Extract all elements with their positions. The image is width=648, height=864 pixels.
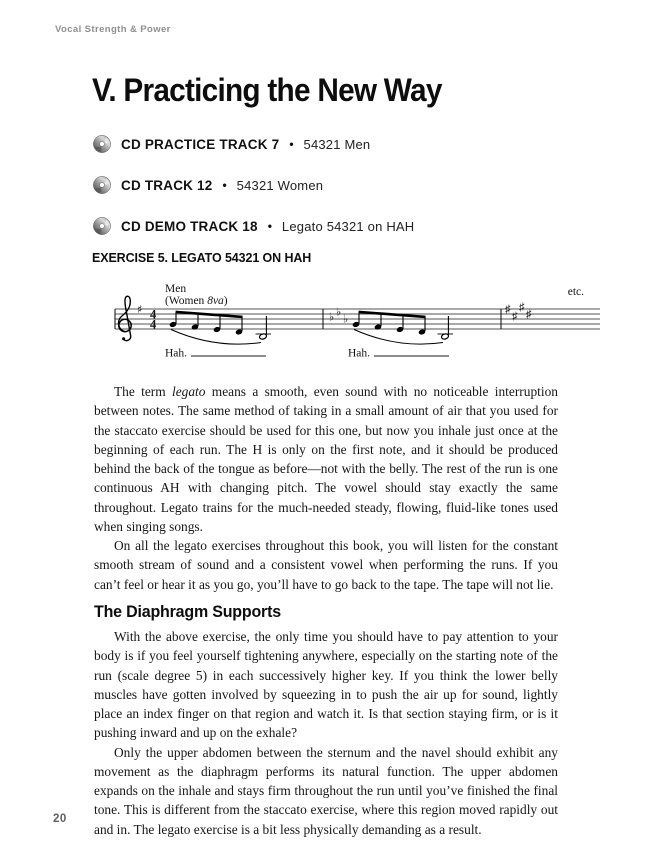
- paragraph-legato-intro: [94, 382, 558, 536]
- sharp-icon: ♯: [505, 303, 511, 316]
- etc-label: etc.: [567, 286, 584, 298]
- paragraph-listen: On all the legato exercises throughout this book, you will listen for the constant smooth stream of sound and a consistent vowel when performing the runs. If you can’t feel or hear it as you go, you’ll have to go back to the tape. The tape will not lie.: [94, 538, 558, 592]
- cd-track-row: [92, 175, 323, 195]
- women-label-pre: (Women: [165, 295, 208, 307]
- lyric-hah-1: Hah.: [165, 347, 188, 360]
- running-header: Vocal Strength & Power: [55, 24, 171, 35]
- flat-icon: ♭: [336, 306, 342, 319]
- cd-disc-icon: [92, 134, 112, 154]
- cd-track-label: CD TRACK 12: [121, 177, 213, 193]
- p1-rest: means a smooth, even sound with no noticeable interruption between notes. The same method of taking in a small amount of air that you used for the staccato exercise should be used for this one, but now you inhale just once at the beginning of each run. The H is only on the first note, and it should be produced behind the back of the tongue as before—not with the belly. The rest of the run is one continuous AH with changing pitch. The vowel should stay exactly the same throughout. Legato trains for the much-needed steady, flowing, fluid-like tones used when singing songs.: [94, 384, 558, 534]
- sharp-icon: ♯: [526, 308, 532, 321]
- cd-track-detail: 54321 Women: [236, 177, 324, 193]
- bullet-separator: •: [267, 219, 272, 233]
- paragraph-attention: With the above exercise, the only time you should have to pay attention to your body is if you feel yourself tightening anywhere, especially on the starting note of the run (scale degree 5) in each successively higher key. If you think the lower belly muscles have gotten involved by squeezing in to push the air up for sound, lightly place an index finger on that region and watch it. Is that section staying firm, or is it pushing inward and up on the exhale?: [94, 629, 558, 741]
- bullet-separator: •: [222, 178, 227, 192]
- page-number: 20: [53, 813, 67, 825]
- paragraph-upper-abdomen: Only the upper abdomen between the sternum and the navel should exhibit any movement as the diaphragm performs its natural function. The upper abdomen expands on the inhale and stays firm throughout the run until you’ve finished the final tone. This is different from the staccato exercise, where this region moved rapidly out and in. The legato exercise is a bit less physically demanding as a result.: [94, 744, 558, 837]
- key-signature-sharp-icon: ♯: [137, 303, 143, 316]
- body-text: [94, 382, 558, 839]
- cd-disc-icon: [92, 175, 112, 195]
- exercise-heading: EXERCISE 5. LEGATO 54321 ON HAH: [92, 250, 312, 265]
- cd-disc-icon: [92, 216, 112, 236]
- cd-track-detail: Legato 54321 on HAH: [281, 218, 415, 234]
- time-signature-bottom: 4: [150, 317, 157, 332]
- cd-track-label: CD PRACTICE TRACK 7: [121, 136, 280, 152]
- sharp-icon: ♯: [519, 301, 525, 314]
- music-notation-svg: [103, 283, 603, 375]
- music-staff: [103, 283, 603, 380]
- women-label-8va: 8va: [207, 295, 224, 307]
- p1-pre: The term: [114, 384, 172, 399]
- women-label-post: ): [223, 295, 228, 307]
- cd-track-row: [92, 134, 370, 154]
- bullet-separator: •: [289, 137, 294, 151]
- treble-clef-icon: [119, 296, 132, 340]
- flat-icon: ♭: [329, 311, 335, 324]
- women-8va-label: [165, 295, 228, 307]
- section-heading-diaphragm: The Diaphragm Supports: [94, 602, 281, 621]
- time-signature: [150, 308, 157, 332]
- lyric-hah-2: Hah.: [348, 347, 371, 360]
- flat-icon: ♭: [343, 313, 349, 326]
- sharp-icon: ♯: [512, 310, 518, 323]
- p1-italic-term: legato: [172, 384, 206, 399]
- time-signature-top: 4: [150, 307, 157, 322]
- measure-2-notes: [352, 311, 453, 345]
- cd-track-detail: 54321 Men: [303, 136, 371, 152]
- men-label: Men: [165, 283, 187, 295]
- cd-track-label: CD DEMO TRACK 18: [121, 218, 258, 234]
- measure-1-notes: [169, 311, 271, 345]
- page-title: V. Practicing the New Way: [92, 72, 442, 108]
- cd-track-row: [92, 216, 414, 236]
